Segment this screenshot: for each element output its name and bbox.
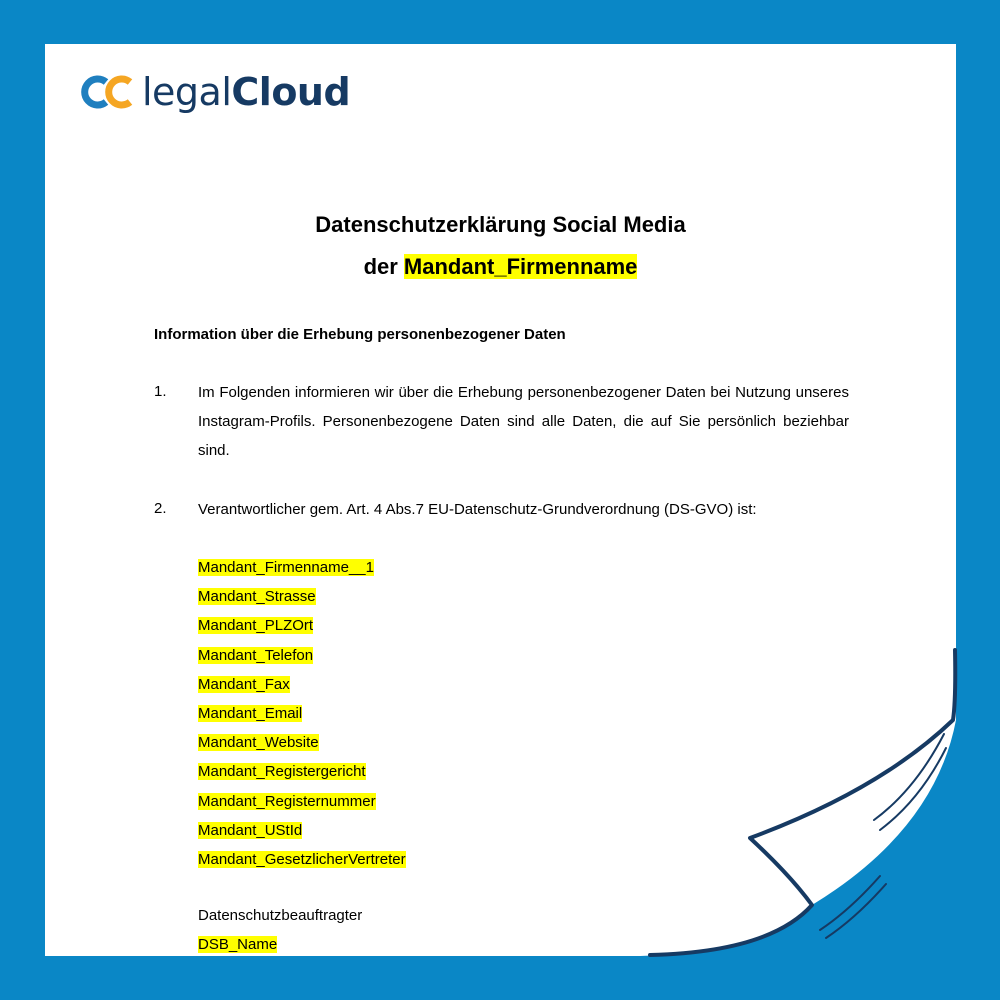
placeholder-field: Mandant_UStId [198, 821, 303, 839]
address-field [198, 728, 406, 757]
address-field [198, 757, 406, 786]
dpo-label: Datenschutzbeauftragter [198, 907, 363, 924]
placeholder-field: Mandant_Telefon [198, 646, 314, 664]
address-field [198, 670, 406, 699]
logo-text-bold: Cloud [231, 70, 351, 114]
placeholder-field: Mandant_Strasse [198, 588, 316, 606]
list-item-number: 1. [154, 383, 167, 400]
placeholder-field: Mandant_Registergericht [198, 763, 366, 781]
address-field [198, 582, 406, 611]
document-subtitle [45, 254, 956, 280]
address-field [198, 611, 406, 640]
subtitle-prefix: der [363, 254, 404, 279]
placeholder-field: Mandant_Fax [198, 675, 290, 693]
legalcloud-logo [76, 71, 350, 113]
address-field [198, 641, 406, 670]
address-field [198, 553, 406, 582]
address-field [198, 845, 406, 874]
document-title: Datenschutzerklärung Social Media [315, 212, 686, 237]
placeholder-field: Mandant_Website [198, 734, 319, 752]
list-item-text: Im Folgenden informieren wir über die Erhebung personenbezogener Daten bei Nutzung unseres Instagram-Profils. Personenbezogene Daten sind alle Daten, die auf Sie persönlich beziehbar sind. [198, 384, 849, 459]
placeholder-field: Mandant_Firmenname__1 [198, 559, 374, 576]
address-field [198, 816, 406, 845]
placeholder-field: Mandant_Email [198, 704, 303, 722]
address-field [198, 787, 406, 816]
logo-wordmark [142, 71, 350, 113]
company-name-field: Mandant_Firmenname [403, 254, 638, 279]
placeholder-field: Mandant_GesetzlicherVertreter [198, 850, 406, 868]
address-field [198, 699, 406, 728]
legalcloud-logo-mark-icon [76, 74, 134, 110]
placeholder-field: DSB_Name [198, 936, 278, 953]
dpo-name-field [198, 930, 277, 956]
list-item-text: Verantwortlicher gem. Art. 4 Abs.7 EU-Datenschutz-Grundverordnung (DS-GVO) ist: [198, 501, 757, 518]
placeholder-field: Mandant_Registernummer [198, 792, 376, 810]
section-heading: Information über die Erhebung personenbezogener Daten [154, 326, 566, 343]
document-page [45, 44, 956, 956]
controller-address-fields [198, 553, 406, 874]
logo-text-light: legal [142, 70, 232, 114]
placeholder-field: Mandant_PLZOrt [198, 617, 314, 635]
list-item-number: 2. [154, 500, 167, 517]
